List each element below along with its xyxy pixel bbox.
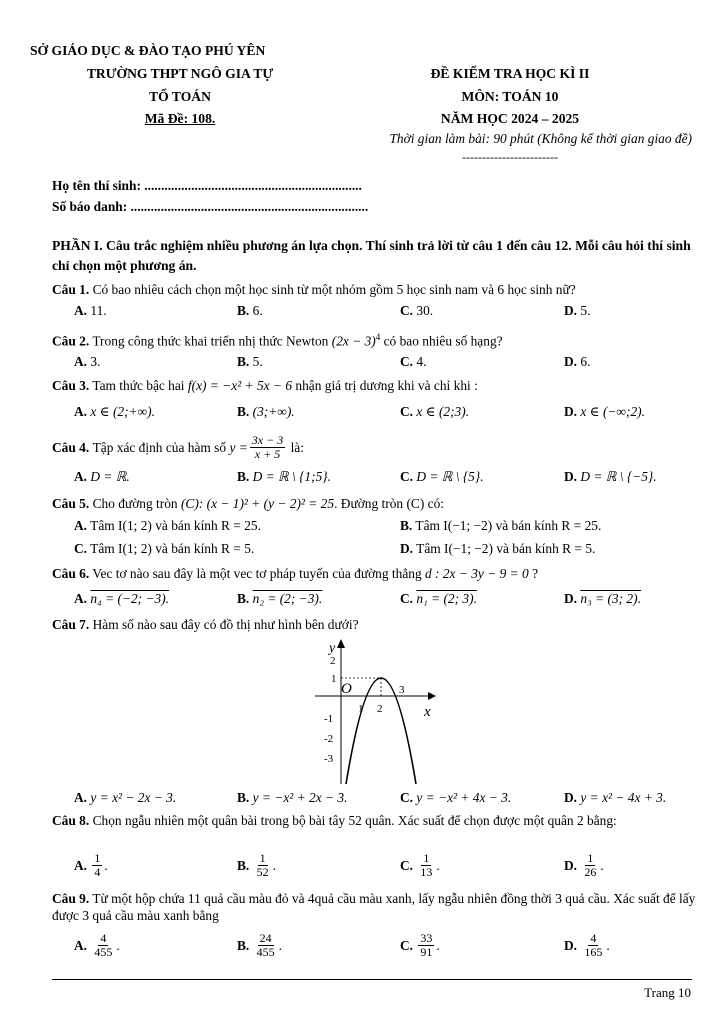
header-divider: ------------------------ — [462, 150, 558, 164]
y-axis-arrow — [337, 639, 345, 648]
math-expression: (C): (x − 1)² + (y − 2)² = 25 — [180, 496, 335, 511]
math-expression: d : 2x − 3y − 9 = 0 — [425, 566, 529, 581]
question-label: Câu 7. — [52, 617, 90, 632]
question-label: Câu 3. — [52, 378, 90, 393]
q7-option-c[interactable]: C. y = −x² + 4x − 3. — [400, 790, 512, 805]
q2-option-a[interactable]: A. 3. — [74, 354, 101, 369]
y-tick-neg1: -1 — [324, 713, 334, 725]
question-text: Hàm số nào sau đây có đồ thị như hình bên dưới? — [92, 617, 359, 632]
y-axis-label: y — [329, 641, 336, 656]
question-label: Câu 4. — [52, 439, 90, 455]
x-tick-2: 2 — [377, 703, 383, 715]
question-text: Tam thức bậc hai — [92, 378, 185, 393]
q3-option-d[interactable]: D. x ∈ (−∞;2). — [564, 404, 645, 419]
parabola-graph — [310, 636, 440, 786]
q3-option-a[interactable]: A. x ∈ (2;+∞). — [74, 404, 155, 419]
q1-option-b[interactable]: B. 6. — [237, 303, 263, 318]
q8-option-b[interactable]: B. $\frac{1}{52}$ . — [237, 851, 276, 879]
part1-title: PHẦN I. Câu trắc nghiệm nhiều phương án lựa chọn. Thí sinh trả lời từ câu 1 đến câu 12. Mỗi câu hỏi thí sinh chỉ chọn một phương án. — [52, 238, 691, 273]
exam-code: Mã Đề: 108. — [144, 111, 216, 126]
q7-option-b[interactable]: B. y = −x² + 2x − 3. — [237, 790, 348, 805]
x-axis-arrow — [428, 692, 436, 700]
group: TỔ TOÁN — [149, 89, 211, 104]
y-tick-2: 2 — [330, 655, 336, 667]
math-expression: y = — [229, 439, 248, 455]
q8-option-a[interactable]: A. $\frac{1}{4}$ . — [74, 851, 108, 879]
question-label: Câu 6. — [52, 566, 90, 581]
q5-option-b[interactable]: B. Tâm I(−1; −2) và bán kính R = 25. — [400, 518, 602, 533]
origin-label: O — [341, 681, 352, 697]
school: TRƯỜNG THPT NGÔ GIA TỰ — [86, 66, 274, 81]
question-text: Cho đường tròn — [92, 496, 178, 511]
question-7 — [52, 616, 702, 633]
student-id-field[interactable]: Số báo danh: ....................................................................... — [52, 199, 369, 214]
question-text: Tập xác định của hàm số — [92, 439, 227, 455]
q5-option-c[interactable]: C. Tâm I(1; 2) và bán kính R = 5. — [74, 541, 255, 556]
q6-option-a[interactable]: A. n₄ = (−2; −3). — [74, 591, 170, 606]
q6-option-b[interactable]: B. n₂ = (2; −3). — [237, 591, 323, 606]
fraction: $\frac{3x - 3}{x + 5}$ — [251, 432, 284, 461]
question-label: Câu 2. — [52, 333, 90, 349]
x-tick-3: 3 — [399, 684, 405, 696]
question-text: là: — [290, 439, 304, 455]
q3-option-b[interactable]: B. (3;+∞). — [237, 404, 295, 419]
question-5 — [52, 495, 702, 512]
question-6 — [52, 565, 702, 582]
exponent: 4 — [375, 332, 381, 342]
exam-title: ĐỀ KIỂM TRA HỌC KÌ II — [430, 66, 590, 81]
footer-divider — [52, 979, 692, 980]
department: SỞ GIÁO DỤC & ĐÀO TẠO PHÚ YÊN — [30, 43, 266, 58]
q5-option-a[interactable]: A. Tâm I(1; 2) và bán kính R = 25. — [74, 518, 261, 533]
q4-option-d[interactable]: D. D = ℝ \ {−5}. — [564, 469, 657, 484]
question-3 — [52, 377, 702, 394]
q7-option-d[interactable]: D. y = x² − 4x + 3. — [564, 790, 667, 805]
page-number: Trang 10 — [644, 985, 691, 1000]
q1-option-d[interactable]: D. 5. — [564, 303, 591, 318]
q4-option-a[interactable]: A. D = ℝ. — [74, 469, 130, 484]
q2-option-d[interactable]: D. 6. — [564, 354, 591, 369]
q1-option-a[interactable]: A. 11. — [74, 303, 107, 318]
y-tick-neg3: -3 — [324, 753, 334, 765]
question-1 — [52, 281, 702, 298]
q8-option-d[interactable]: D. $\frac{1}{26}$ . — [564, 851, 604, 879]
question-text: nhận giá trị dương khi và chỉ khi : — [295, 378, 478, 393]
q9-option-c[interactable]: C. $\frac{33}{91}$ . — [400, 931, 440, 959]
y-tick-1: 1 — [331, 673, 337, 685]
q8-option-c[interactable]: C. $\frac{1}{13}$ . — [400, 851, 440, 879]
subject: MÔN: TOÁN 10 — [461, 89, 559, 104]
math-expression: f(x) = −x² + 5x − 6 — [187, 378, 293, 393]
q4-option-c[interactable]: C. D = ℝ \ {5}. — [400, 469, 484, 484]
question-label: Câu 1. — [52, 282, 90, 297]
question-label: Câu 9. — [52, 891, 90, 906]
question-text: ? — [532, 566, 539, 581]
question-9 — [52, 890, 702, 924]
q5-option-d[interactable]: D. Tâm I(−1; −2) và bán kính R = 5. — [400, 541, 596, 556]
exam-time: Thời gian làm bài: 90 phút (Không kể thời gian giao đề) — [389, 131, 692, 146]
student-name-field[interactable]: Họ tên thí sinh: ................................................................. — [52, 178, 362, 193]
q7-option-a[interactable]: A. y = x² − 2x − 3. — [74, 790, 177, 805]
question-text: Có bao nhiêu cách chọn một học sinh từ một nhóm gồm 5 học sinh nam và 6 học sinh nữ? — [92, 282, 576, 297]
x-tick-1: 1 — [358, 703, 364, 715]
question-label: Câu 8. — [52, 813, 90, 828]
x-axis-label: x — [424, 704, 431, 720]
q6-option-d[interactable]: D. n₃ = (3; 2). — [564, 591, 641, 606]
question-8 — [52, 812, 702, 829]
question-text: Vec tơ nào sau đây là một vec tơ pháp tuyến của đường thẳng — [92, 566, 422, 581]
question-text: Chọn ngẫu nhiên một quân bài trong bộ bài tây 52 quân. Xác suất để chọn được một quân 2 bằng: — [92, 813, 617, 828]
q6-option-c[interactable]: C. n₁ = (2; 3). — [400, 591, 477, 606]
question-text: có bao nhiêu số hạng? — [383, 333, 503, 349]
y-tick-neg2: -2 — [324, 733, 334, 745]
question-2 — [52, 329, 702, 349]
q9-option-a[interactable]: A. $\frac{4}{455}$ . — [74, 931, 120, 959]
q2-option-c[interactable]: C. 4. — [400, 354, 427, 369]
q1-option-c[interactable]: C. 30. — [400, 303, 434, 318]
math-expression: (2x − 3) — [331, 333, 376, 349]
question-text: . Đường tròn (C) có: — [334, 496, 444, 511]
q3-option-c[interactable]: C. x ∈ (2;3). — [400, 404, 470, 419]
school-year: NĂM HỌC 2024 – 2025 — [440, 111, 580, 126]
question-4 — [52, 430, 702, 464]
question-label: Câu 5. — [52, 496, 90, 511]
parabola-curve — [346, 678, 416, 784]
q9-option-b[interactable]: B. $\frac{24}{455}$ . — [237, 931, 282, 959]
question-text: Từ một hộp chứa 11 quả cầu màu đỏ và 4quả cầu màu xanh, lấy ngẫu nhiên đồng thời 3 quả cầu. Xác suất để lấy được 3 quả cầu màu xanh bằng — [52, 891, 696, 923]
question-text: Trong công thức khai triển nhị thức Newton — [92, 333, 329, 349]
q9-option-d[interactable]: D. $\frac{4}{165}$ . — [564, 931, 610, 959]
q4-option-b[interactable]: B. D = ℝ \ {1;5}. — [237, 469, 331, 484]
q2-option-b[interactable]: B. 5. — [237, 354, 263, 369]
